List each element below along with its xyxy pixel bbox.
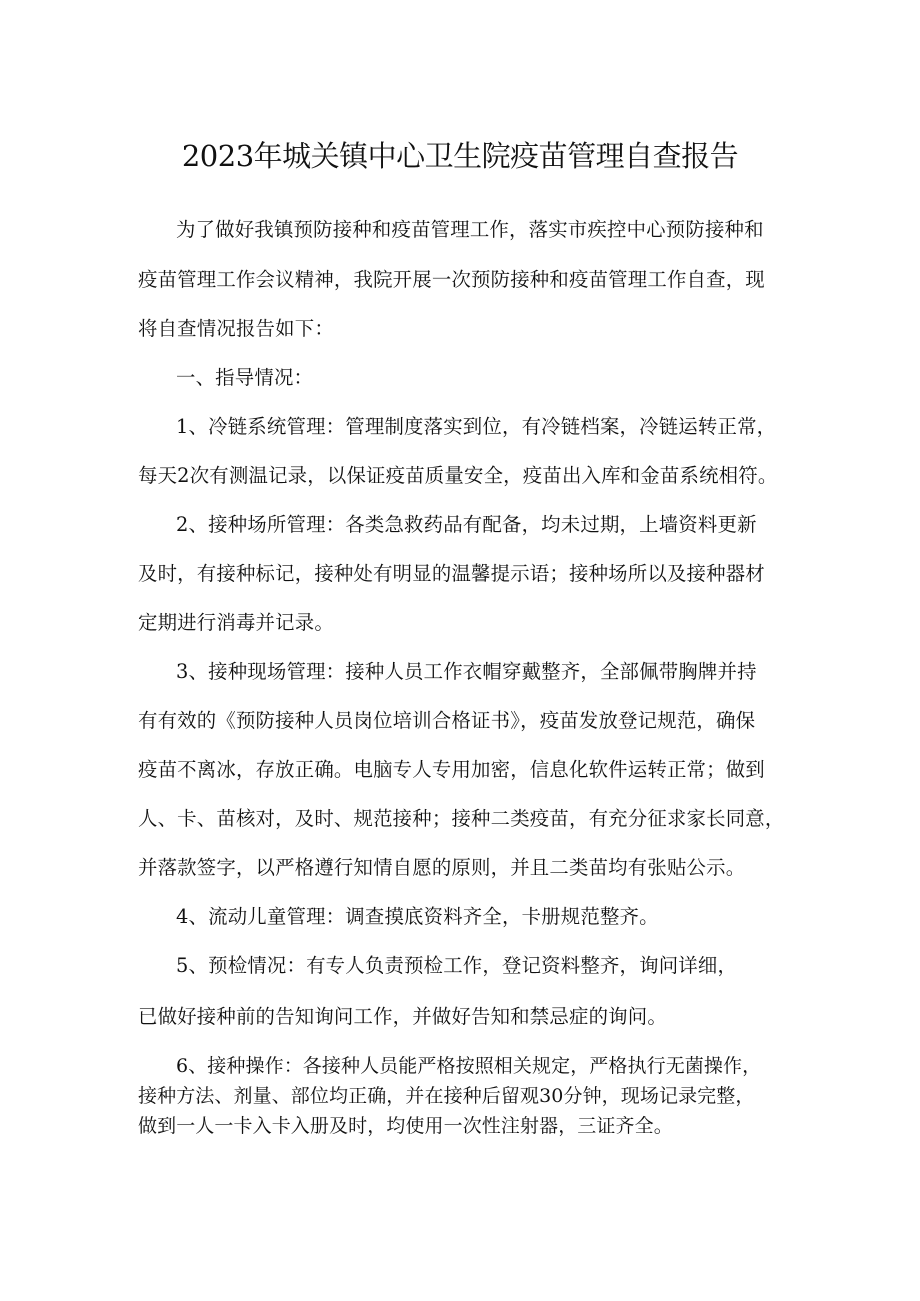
document-title: 2023年城关镇中心卫生院疫苗管理自查报告 <box>181 139 739 173</box>
item-1-line-1: 1、冷链系统管理：管理制度落实到位，有冷链档案，冷链运转正常， <box>176 415 777 438</box>
paragraph-intro-line-1: 为了做好我镇预防接种和疫苗管理工作，落实市疾控中心预防接种和 <box>176 218 764 241</box>
item-5-line-2: 已做好接种前的告知询问工作，并做好告知和禁忌症的询问。 <box>138 1005 667 1028</box>
item-2-line-2: 及时，有接种标记，接种处有明显的温馨提示语；接种场所以及接种器材 <box>138 562 765 585</box>
item-2-line-1: 2、接种场所管理：各类急救药品有配备，均未过期，上墙资料更新 <box>176 513 757 536</box>
item-6-line-2: 接种方法、剂量、部位均正确，并在接种后留观30分钟，现场记录完整， <box>138 1085 755 1107</box>
item-6-line-3: 做到一人一卡入卡入册及时，均使用一次性注射器，三证齐全。 <box>138 1115 673 1137</box>
section-heading-guidance: 一、指导情况： <box>176 366 314 389</box>
item-4-line-1: 4、流动儿童管理：调查摸底资料齐全，卡册规范整齐。 <box>176 905 659 928</box>
item-3-line-5: 并落款签字，以严格遵行知情自愿的原则，并且二类苗均有张贴公示。 <box>138 856 746 879</box>
item-3-line-4: 人、卡、苗核对，及时、规范接种；接种二类疫苗，有充分征求家长同意， <box>138 807 785 830</box>
item-6-line-1: 6、接种操作：各接种人员能严格按照相关规定，严格执行无菌操作， <box>176 1055 762 1077</box>
paragraph-intro-line-3: 将自查情况报告如下： <box>138 317 334 340</box>
item-5-line-1: 5、预检情况：有专人负责预检工作，登记资料整齐，询问详细， <box>176 954 738 977</box>
item-3-line-2: 有有效的《预防接种人员岗位培训合格证书》，疫苗发放登记规范，确保 <box>138 709 756 732</box>
item-3-line-3: 疫苗不离冰，存放正确。电脑专人专用加密，信息化软件运转正常；做到 <box>138 758 765 781</box>
item-2-line-3: 定期进行消毒并记录。 <box>138 611 334 634</box>
paragraph-intro-line-2: 疫苗管理工作会议精神，我院开展一次预防接种和疫苗管理工作自查，现 <box>138 268 765 291</box>
item-3-line-1: 3、接种现场管理：接种人员工作衣帽穿戴整齐，全部佩带胸牌并持 <box>176 660 757 683</box>
item-1-line-2: 每天2次有测温记录，以保证疫苗质量安全，疫苗出入库和金苗系统相符。 <box>138 464 778 487</box>
